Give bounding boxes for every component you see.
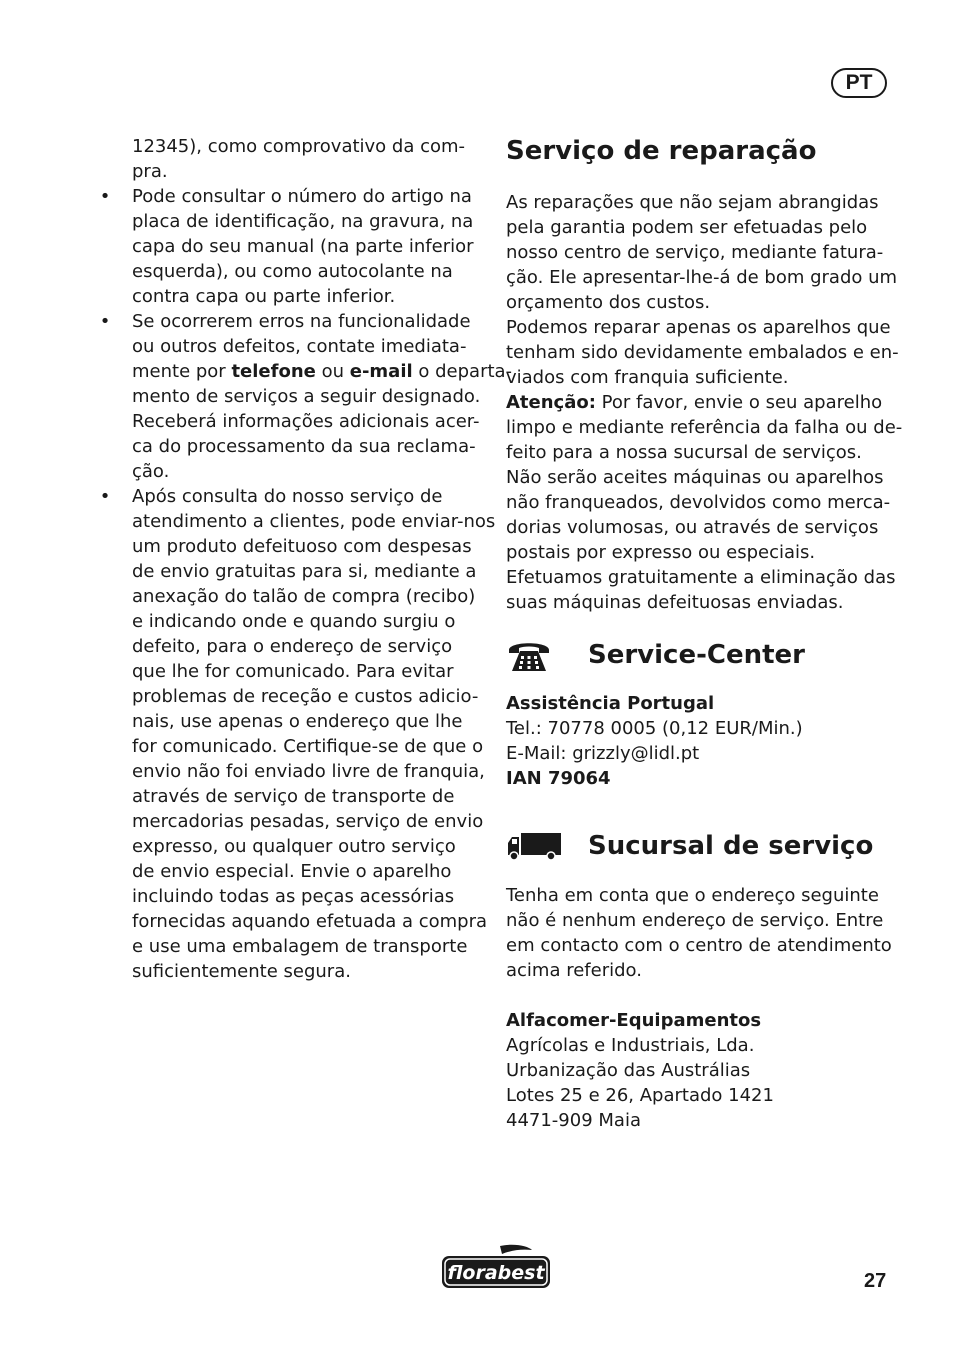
branch-address: Alfacomer-Equipamentos Agrícolas e Industriais, Lda. Urbanização das Austrálias Lotes 25 e 26, Apartado 1421 4471-909 Maia — [506, 1008, 896, 1133]
logo-wordmark: florabest — [447, 1262, 545, 1284]
service-center-header — [506, 637, 896, 673]
truck-icon — [506, 831, 562, 861]
repair-paragraph: As reparações que não sejam abrangidas pela garantia podem ser efetuadas pelo nosso centro de serviço, mediante fatura- ção. Ele apresentar-lhe-á de bom grado um orçamento dos custos. — [506, 192, 898, 313]
logo-leaf — [500, 1245, 532, 1254]
bullet-item-article-number: • Pode consultar o número do artigo na placa de identificação, na gravura, na capa do seu manual (na parte inferior esquerda), ou como autocolante na contra capa ou parte inferior. — [99, 186, 474, 307]
branch-company: Alfacomer-Equipamentos — [506, 1010, 762, 1031]
right-column — [506, 134, 903, 1133]
ian-number: IAN 79064 — [506, 768, 611, 789]
bullet-dot: • — [99, 486, 111, 507]
language-badge: PT — [831, 68, 887, 98]
bullet-item-shipping: • Após consulta do nosso serviço de atendimento a clientes, pode enviar-nos um produto defeituoso com despesas de envio gratuitas para si, mediante a anexação do talão de compra (recibo) e indicando onde e quando surgiu o defeito, para o endereço de serviço que lhe for comunicado. Para evitar problemas de receção e custos adicio- nais, use apenas o endereço que lhe for comunicado. Certifique-se de que o envio não foi enviado livre de franquia, através de serviço de transporte de mercadorias pesadas, serviço de envio expresso, ou qualquer outro serviço de envio especial. Envie o aparelho incluindo todas as peças acessórias fornecidas aquando efetuada a compra e use uma embalagem de transporte suficientemente segura. — [99, 486, 496, 982]
attention-paragraph: Atenção: Por favor, envie o seu aparelho limpo e mediante referência da falha ou de- feito para a nossa sucursal de serviços. Não serão aceites máquinas ou aparelhos não franqueados, devolvidos como merca- dorias volumosas, ou através de serviços postais por expresso ou especiais. Efetuamos gratuitamente a eliminação das suas máquinas defeituosas enviadas. — [506, 392, 903, 613]
service-center-name: Assistência Portugal — [506, 693, 715, 714]
repair-service-heading: Serviço de reparação — [506, 136, 817, 166]
service-center-contact — [506, 691, 896, 791]
branch-heading: Sucursal de serviço — [588, 831, 874, 861]
email-keyword: e-mail — [349, 361, 413, 382]
page-number: 27 — [864, 1270, 887, 1292]
continuation-line: 12345), como comprovativo da com- — [132, 136, 466, 157]
attention-label: Atenção: — [506, 392, 596, 413]
continuation-line: pra. — [132, 161, 168, 182]
service-center-email: E-Mail: grizzly@lidl.pt — [506, 743, 700, 764]
service-center-heading: Service-Center — [588, 640, 805, 670]
telephone-icon — [506, 637, 552, 673]
telefone-keyword: telefone — [231, 361, 316, 382]
branch-header — [506, 829, 896, 863]
bullet-item-contact: • Se ocorrerem erros na funcionalidade ou outros defeitos, contate imediata- mente por telefone ou e-mail o departa- mento de serviços a seguir designado. Receberá informações adicionais acer- ca do processamento da sua reclama- ção. — [99, 311, 513, 482]
left-column — [96, 134, 513, 984]
bullet-dot: • — [99, 311, 111, 332]
packaging-paragraph: Podemos reparar apenas os aparelhos que tenham sido devidamente embalados e en- viados com franquia suficiente. — [506, 317, 899, 388]
contact-line: mente por telefone ou e-mail o departa- — [132, 361, 513, 382]
branch-note: Tenha em conta que o endereço seguinte não é nenhum endereço de serviço. Entre em contacto com o centro de atendimento acima referido. — [506, 885, 892, 981]
bullet-dot: • — [99, 186, 111, 207]
florabest-logo — [440, 1244, 552, 1294]
service-center-phone: Tel.: 70778 0005 (0,12 EUR/Min.) — [506, 718, 803, 739]
